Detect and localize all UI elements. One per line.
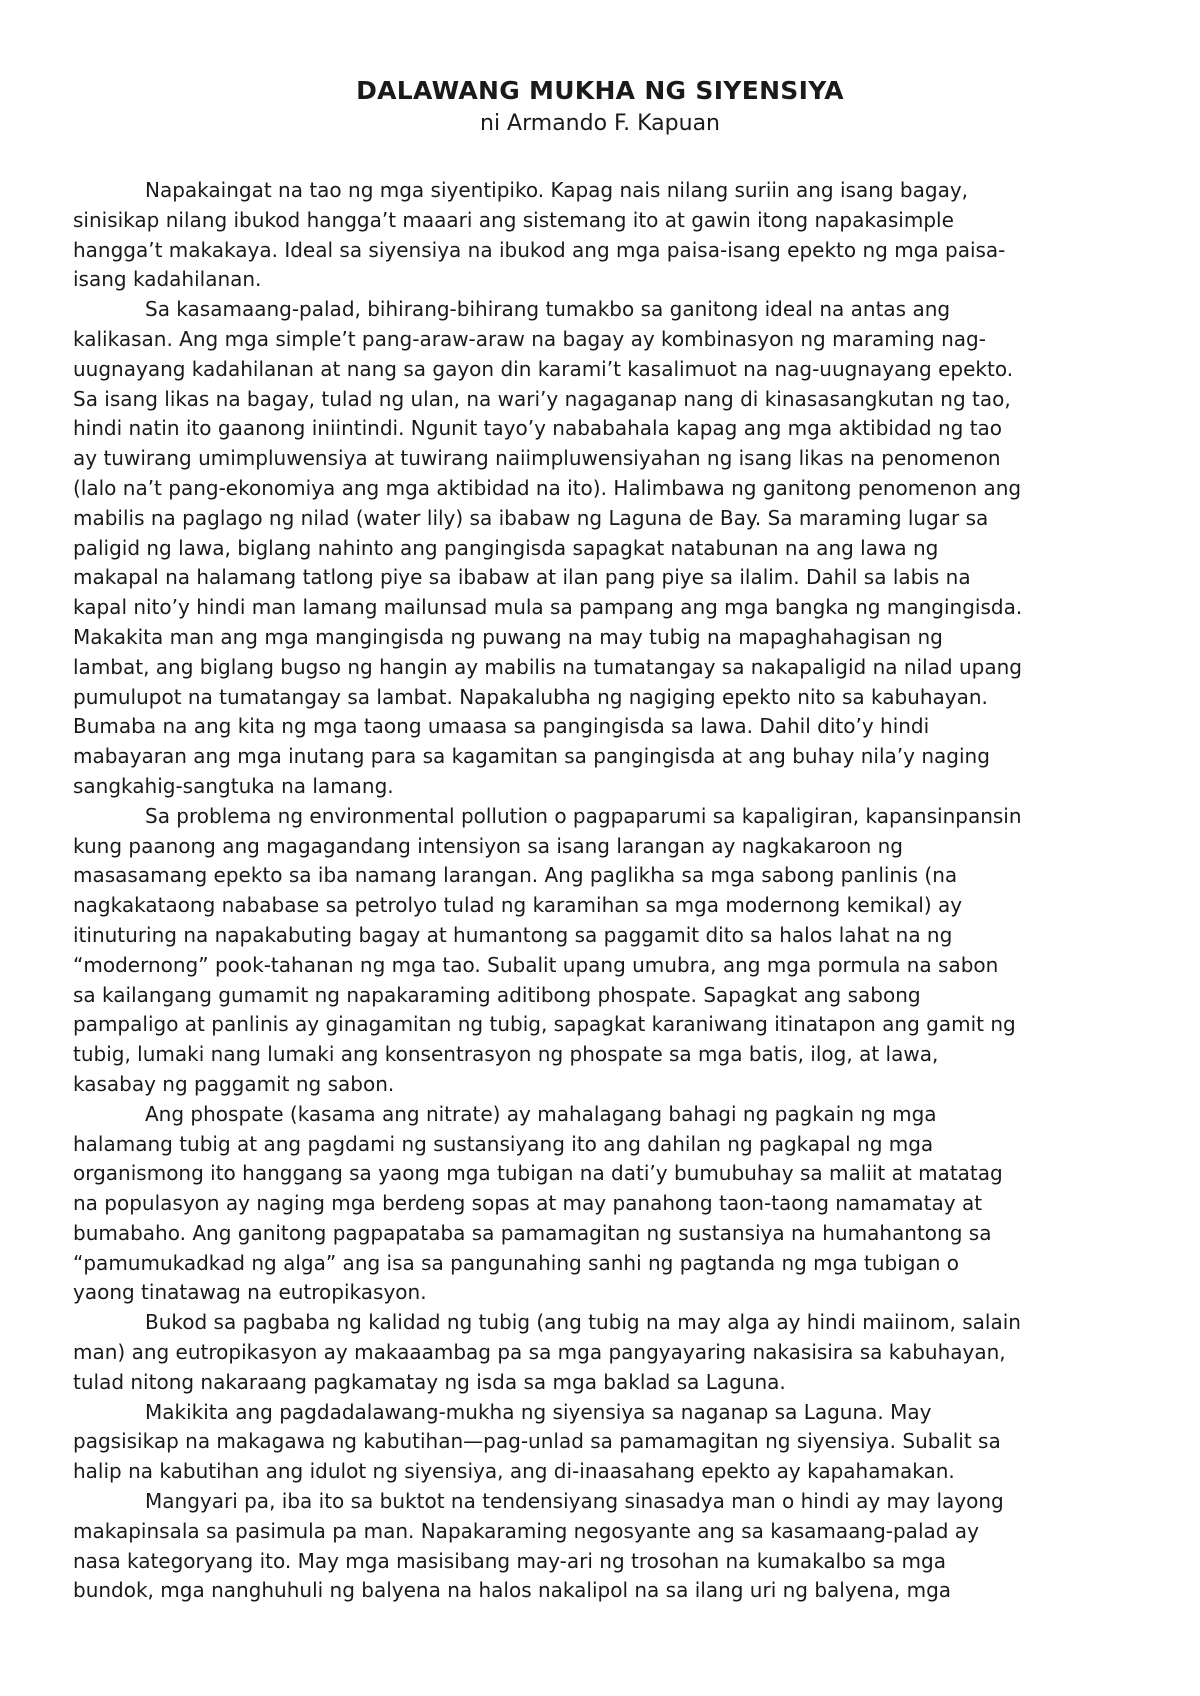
paragraph [73, 802, 1133, 1100]
text-line: Bumaba na ang kita ng mga taong umaasa sa pangingisda sa lawa. Dahil dito’y hindi [73, 714, 930, 739]
text-line: organismong ito hanggang sa yaong mga tubigan na dati’y bumubuhay sa maliit at matatag [73, 1161, 1003, 1186]
text-line: “pamumukadkad ng alga” ang isa sa pangunahing sanhi ng pagtanda ng mga tubigan o [73, 1250, 959, 1275]
text-line: Napakaingat na tao ng mga siyentipiko. Kapag nais nilang suriin ang isang bagay, [145, 178, 969, 202]
text-line: bundok, mga nanghuhuli ng balyena na halos nakalipol na sa ilang uri ng balyena, mga [73, 1578, 952, 1603]
text-line: pumulupot na tumatangay sa lambat. Napakalubha ng nagiging epekto nito sa kabuhayan. [73, 684, 988, 709]
text-line: mabilis na paglago ng nilad (water lily) sa ibabaw ng Laguna de Bay. Sa maraming lugar sa [73, 505, 989, 530]
text-line: hangga’t makakaya. Ideal sa siyensiya na ibukod ang mga paisa-isang epekto ng mga paisa- [73, 237, 1006, 262]
text-line: Sa isang likas na bagay, tulad ng ulan, na wari’y nagaganap nang di kinasasangkutan ng tao, [73, 386, 1011, 411]
paragraph [73, 176, 1133, 295]
text-line: sinisikap nilang ibukod hangga’t maaari ang sistemang ito at gawin itong napakasimple [73, 207, 954, 232]
paragraph [73, 1308, 1133, 1397]
text-line: “modernong” pook-tahanan ng mga tao. Subalit upang umubra, ang mga pormula na sabon [73, 952, 999, 977]
text-line: kasabay ng paggamit ng sabon. [73, 1071, 395, 1096]
text-line: hindi natin ito gaanong iniintindi. Ngunit tayo’y nababahala kapag ang mga aktibidad ng tao [73, 416, 1003, 441]
text-line: na populasyon ay naging mga berdeng sopas at may panahong taon-taong namamatay at [73, 1191, 983, 1216]
text-line: tubig, lumaki nang lumaki ang konsentrasyon ng phospate sa mga batis, ilog, at lawa, [73, 1042, 939, 1067]
text-line: nagkakataong nababase sa petrolyo tulad ng karamihan sa mga modernong kemikal) ay [73, 893, 963, 918]
text-line: bumabaho. Ang ganitong pagpapataba sa pamamagitan ng sustansiya na humahantong sa [73, 1220, 992, 1245]
text-line: yaong tinatawag na eutropikasyon. [73, 1280, 427, 1305]
text-line: sangkahig-sangtuka na lamang. [73, 773, 394, 798]
text-line: itinuturing na napakabuting bagay at humantong sa paggamit dito sa halos lahat na ng [73, 922, 953, 947]
text-line: masasamang epekto sa iba namang larangan. Ang paglikha sa mga sabong panlinis (na [73, 863, 958, 888]
text-line: Sa problema ng environmental pollution o pagpaparumi sa kapaligiran, kapansinpansin [145, 803, 1022, 828]
text-line: (lalo na’t pang-ekonomiya ang mga aktibidad na ito). Halimbawa ng ganitong penomenon ang [73, 475, 1022, 500]
text-line: pampaligo at panlinis ay ginagamitan ng tubig, sapagkat karaniwang itinatapon ang gamit ng [73, 1012, 1016, 1037]
text-line: Ang phospate (kasama ang nitrate) ay mahalagang bahagi ng pagkain ng mga [145, 1101, 937, 1126]
text-line: lambat, ang biglang bugso ng hangin ay mabilis na tumatangay sa nakapaligid na nilad upang [73, 654, 1022, 679]
document-body [73, 176, 1133, 1606]
text-line: man) ang eutropikasyon ay makaaambag pa sa mga pangyayaring nakasisira sa kabuhayan, [73, 1340, 1006, 1365]
text-line: pagsisikap na makagawa ng kabutihan—pag-unlad sa pamamagitan ng siyensiya. Subalit sa [73, 1429, 1001, 1454]
document-title: DALAWANG MUKHA NG SIYENSIYA [356, 76, 844, 105]
text-line: uugnayang kadahilanan at nang sa gayon din karami’t kasalimuot na nag-uugnayang epekto. [73, 356, 1014, 381]
text-line: mabayaran ang mga inutang para sa kagamitan sa pangingisda at ang buhay nila’y naging [73, 744, 990, 769]
text-line: kalikasan. Ang mga simple’t pang-araw-araw na bagay ay kombinasyon ng maraming nag- [73, 326, 986, 351]
text-line: kung paanong ang magagandang intensiyon sa isang larangan ay nagkakaroon ng [73, 833, 903, 858]
text-line: Makikita ang pagdadalawang-mukha ng siyensiya sa naganap sa Laguna. May [145, 1399, 932, 1424]
text-line: kapal nito’y hindi man lamang mailunsad mula sa pampang ang mga bangka ng mangingisda. [73, 595, 1023, 620]
text-line: makapal na halamang tatlong piye sa ibabaw at ilan pang piye sa ilalim. Dahil sa labis na [73, 565, 971, 590]
text-line: makapinsala sa pasimula pa man. Napakaraming negosyante ang sa kasamaang-palad ay [73, 1518, 979, 1543]
text-line: tulad nitong nakaraang pagkamatay ng isda sa mga baklad sa Laguna. [73, 1369, 786, 1394]
paragraph [73, 1100, 1133, 1309]
text-line: paligid ng lawa, biglang nahinto ang pangingisda sapagkat natabunan na ang lawa ng [73, 535, 939, 560]
text-line: isang kadahilanan. [73, 267, 262, 292]
text-line: Mangyari pa, iba ito sa buktot na tendensiyang sinasadya man o hindi ay may layong [145, 1489, 1004, 1514]
text-line: halip na kabutihan ang idulot ng siyensiya, ang di-inaasahang epekto ay kapahamakan. [73, 1459, 955, 1484]
paragraph [73, 1398, 1133, 1487]
paragraph [73, 295, 1133, 802]
text-line: Bukod sa pagbaba ng kalidad ng tubig (ang tubig na may alga ay hindi maiinom, salain [145, 1310, 1021, 1335]
text-line: Makakita man ang mga mangingisda ng puwang na may tubig na mapaghahagisan ng [73, 624, 943, 649]
text-line: nasa kategoryang ito. May mga masisibang may-ari ng trosohan na kumakalbo sa mga [73, 1548, 946, 1573]
paragraph [73, 1487, 1133, 1606]
text-line: halamang tubig at ang pagdami ng sustansiyang ito ang dahilan ng pagkapal ng mga [73, 1131, 934, 1156]
text-line: ay tuwirang umimpluwensiya at tuwirang naiimpluwensiyahan ng isang likas na penomenon [73, 446, 1001, 471]
text-line: sa kailangang gumamit ng napakaraming aditibong phospate. Sapagkat ang sabong [73, 982, 921, 1007]
document-author: ni Armando F. Kapuan [480, 111, 720, 136]
text-line: Sa kasamaang-palad, bihirang-bihirang tumakbo sa ganitong ideal na antas ang [145, 297, 951, 322]
